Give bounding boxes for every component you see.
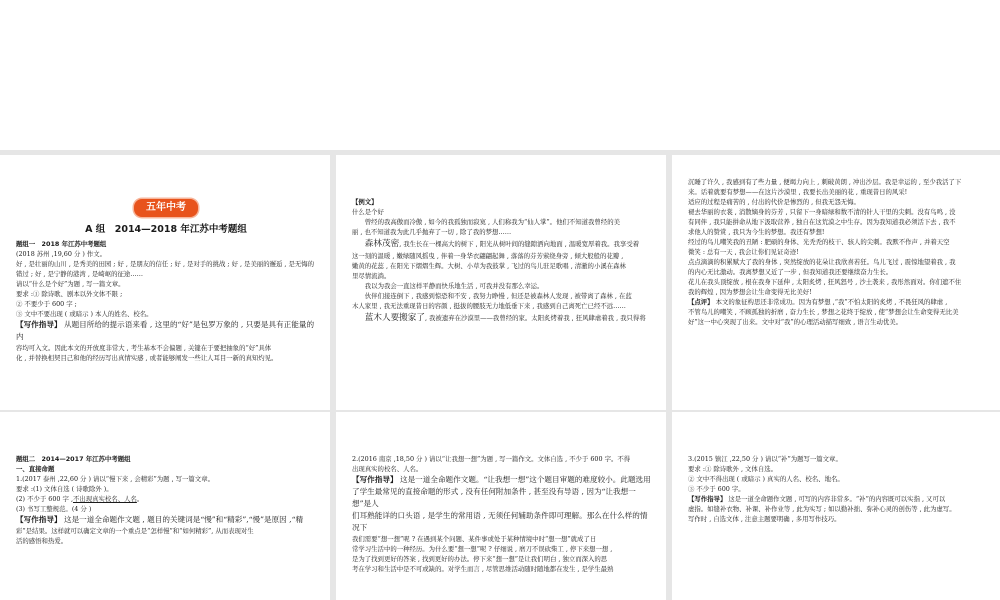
text-line: ③ 文中不要出现 ( 或暗示 ) 本人的姓名、校名。 [16, 310, 153, 318]
guide-text: 从题目所给的提示语来看 , 这里的“好”是包罗万象的 , 只要是具有正能量的内 [16, 320, 315, 341]
text-line: 这一刻的温暖 , 嫩绿随风摇曳 , 伴着一身华衣翩翩起舞 , 落落的芬芳萦绕身旁 , 倾大般般的花瓣 , [352, 252, 624, 260]
text-line: 丽 , 也不知道我为此几乎抛弃了一切 , 除了我的梦想…… [352, 228, 512, 236]
text-line: 3.(2015 镇江 ,22,50 分 ) 请以“补”为题写一篇文章。 [688, 455, 842, 463]
group-title: 题组二 2014—2017 年江苏中考题组 [16, 455, 131, 463]
page-panel-4 [0, 412, 330, 600]
text-line: ③ 不少于 600 字。 [688, 485, 745, 493]
guide-label: 【写作指导】 [688, 495, 727, 503]
text-line: 们耳熟能详的口头语 , 是学生的常用语 , 无须任何辅助条件即可理解。那么在什么样的情况下 [352, 511, 648, 532]
text-line: 求他人的赞赏 , 我只为今生的梦想。我还有梦想! [688, 228, 825, 236]
lead-phrase: 森林茂密 [364, 239, 400, 249]
section-banner: 五年中考 [134, 199, 198, 217]
text-line: 请以“什么是个好”为题 , 写一篇文章。 [16, 280, 125, 288]
guide-paragraph [352, 474, 652, 486]
example-label: 【例文】 [352, 198, 378, 206]
banner-wrap [16, 199, 316, 217]
paragraph-lead [352, 311, 652, 325]
review-paragraph [688, 297, 986, 307]
text-line: (3) 书写工整规范。(4 分 ) [16, 505, 92, 513]
text-line: 点点滴滴的积累赋大了我的身体 , 突然绽放的花朵让我欣喜若狂。鸟儿飞过 , 震惊地望着我 , 我 [688, 258, 956, 266]
guide-text: 这是一道全命题作文题 , 可写的内容非常多。“补”的内容既可以实指 , 又可以 [728, 495, 946, 503]
review-label: 【点评】 [688, 298, 714, 306]
lead-rest: , 我被遗弃在沙漠里——我曾经的家。太阳炙烤着我 , 狂风肆虐着我 , 我只得将 [424, 314, 646, 322]
blank-page-area [0, 0, 1000, 150]
text-line: 里尽情流淌。 [352, 272, 391, 280]
guide-paragraph [688, 494, 986, 504]
line-prefix: (2) 不少于 600 字 , [16, 495, 73, 503]
text-line: 经过的鸟儿嘲笑我的丑陋 : 肥硕的身体、光秃秃的枝干、骇人的尖刺。我默不作声 , 并着天空 [688, 238, 950, 246]
page-panel-2 [336, 155, 666, 410]
underlined-requirement: 不出现真实校名、人名 [72, 495, 137, 503]
text-line: 不管鸟儿的嘲笑 , 不顾孤独的折磨 , 奋力生长 , 梦想之花终于绽放 , 使“梦想会让生命变得无比美 [688, 308, 959, 316]
text-line: (2018 苏州 ,19,60 分 ) 作文。 [16, 250, 107, 258]
text-line: 曾经的我高傲而冷傲 , 如今的我孤独而寂寞 , 人们称我为“仙人掌”。他们不知道我曾经的美 [364, 218, 620, 226]
text-line: 常学习生活中的一种经历。为什么要“想一想”呢 ? 仔细说 , 磨刀不误砍柴工 , 停下来想一想 , [352, 545, 613, 553]
text-line: 2.(2016 南京 ,18,50 分 ) 请以“让我想一想”为题 , 写一篇作文。文体自选 , 不少于 600 字。不得 [352, 455, 631, 463]
page-panel-6 [672, 412, 1000, 600]
text-line: 我们需要“想一想”呢 ? 在遇到某个问题、某件事或处于某种情境中时“想一想”就成了日 [352, 535, 597, 543]
text-line: 伙伴们接连倒下 , 我感到惊恐和不安 , 我努力睁慢 , 但还是被森林人发现 , 被带离了森林 , 在蓝 [364, 292, 632, 300]
text-line: ② 文中不得出现 ( 或暗示 ) 真实的人名、校名、地名。 [688, 475, 844, 483]
text-line: 化 , 并替换相契目己和他的经历写出真情实感 , 或者能够阐发一些让人耳目一新的真知灼见。 [16, 354, 278, 362]
text-line [16, 494, 316, 504]
section-title: A 组 2014—2018 年江苏中考题组 [85, 224, 247, 235]
text-line: 我的辉煌 , 因为梦想会让生命变得无比美好! [688, 288, 812, 296]
text-line: 嫩黄的花蕊 , 在阳光下熠熠生辉。大树、小草为我鼓掌 , 飞过的鸟儿驻足歌唱 , 清澈的小溪在森林 [352, 262, 626, 270]
text-line: 微笑 : 总有一天 , 我会让你们见证奇迹! [688, 248, 799, 256]
guide-paragraph [16, 514, 316, 526]
text-line: 出现真实的校名、人名。 [352, 465, 423, 473]
guide-text: 这是一道全命题作文题 , 题目的关键词是“慢”和“精彩”,“慢”是原因 ,“精 [63, 515, 304, 524]
text-line: 木人家里 , 我无法重现昔日的容颜 , 挺拔的腰肢无力地低垂下来 , 我感到自己离死亡已经不远…… [352, 302, 626, 310]
text-line: 是为了找到更好的答案 , 找到更好的办法。停下来“想一想”是让我们明白 , 独立而深入的思 [352, 555, 608, 563]
text-line: 的内心无比激动。我离梦想又近了一步 , 但我知道我还要继续奋力生长。 [688, 268, 893, 276]
guide-paragraph [16, 319, 316, 343]
text-line: 要求 :① 除诗歌、剧本以外文体不限 ; [16, 290, 123, 298]
text-line: ② 不要少于 600 字 ; [16, 300, 77, 308]
sub-title: 一、直接命题 [16, 465, 55, 473]
text-line: 来。话着就要有梦想——在这片沙漠里 , 我要长出美丽的花 , 重现昔日的风采! [688, 188, 908, 196]
text-line: 褪去华丽的衣裳 , 消散嫡身的芬芳 , 只留下一身暗绿和数不清的针人干里的尖刺。没有鸟鸣 , 没 [688, 208, 956, 216]
review-text: 本文的象征构思还非常成功。因为有梦想 ,“我”不怕太阳的炙烤 , 不畏狂风的肆虐 , [715, 298, 948, 306]
guide-label: 【写作指导】 [16, 320, 62, 329]
page-panel-5 [336, 412, 666, 600]
guide-label: 【写作指导】 [16, 515, 62, 524]
page-panel-1 [0, 155, 330, 410]
text-line: 要求 :(1) 文体自选 ( 诗歌除外 )。 [16, 485, 113, 493]
text-line: 了学生最常见的直接命题的形式 , 没有任何附加条件 , 甚至没有导语 , 因为“让我想一想”是人 [352, 487, 636, 508]
text-line: 写作时 , 自选文体 , 注意主题要明确 , 多用写作技巧。 [688, 515, 841, 523]
text-line: 错过 ; 好 , 是宁静的港湾 , 是崎岖的征途…… [16, 270, 144, 278]
text-line: 1.(2017 泰州 ,22,60 分 ) 请以“慢下来 , 会精彩”为题 , 写一篇文章。 [16, 475, 214, 483]
lead-phrase: 蓝木人要搬家了 [364, 313, 425, 323]
text-line: 考在学习和生活中是不可或缺的。对学生而言 , 尽管思维活动随时随地都在发生 , 是学生最熟 [352, 565, 614, 573]
text-line: 适应的过程是痛苦的 , 付出的代价是惨烈的 , 但我无怨无悔。 [688, 198, 860, 206]
text-line: 好 , 是壮丽的山川 , 是秀美的田园 ; 好 , 是朋友的信任 ; 好 , 是对手的挑战 ; 好 , 是美丽的邂逅 , 是无悔的 [16, 260, 315, 268]
lead-rest: , 我生长在一棵高大的树下 , 阳光从树叶间的缝隙洒向地面 , 温暖宽厚着我。我享受着 [399, 240, 640, 248]
text-line: 花儿在我头顶绽放 , 根在我身下延伸 , 太阳炙烤 , 狂风怒号 , 沙土袭来 , 我彤然面对。你们遮不住 [688, 278, 962, 286]
text-line: 有同伴 , 我只能拼命从地下汲取营养 , 独自在这荒漠之中生存。因为我知道我必须活下去 , 我不 [688, 218, 956, 226]
paragraph-lead [352, 237, 652, 251]
page-panel-3 [672, 155, 1000, 410]
text-line: 彩”是结果。这样就可以确定文章的一个重点是“怎样慢”和“如何精彩”, 从而表现对生 [16, 527, 254, 535]
text-line: 活的感悟和热爱。 [16, 537, 68, 545]
guide-label: 【写作指导】 [352, 475, 398, 484]
line-suffix: 。 [136, 495, 144, 503]
guide-text: 这是一道全命题作文题。“让我想一想”这个题目审题的难度较小。此题选用 [399, 475, 651, 484]
text-line: 沉睡了许久 , 我感到有了些力量 , 便竭力向上 , 刺破黄朗 , 冲出沙层。我是幸运的 , 至少我活了下 [688, 178, 962, 186]
group-title: 题组一 2018 年江苏中考题组 [16, 240, 107, 248]
text-line: 我以为我会一直这样平静而快乐地生活 , 可我并没有那么幸运。 [364, 282, 544, 290]
essay-title: 什么是个好 [352, 208, 384, 216]
text-line: 容均可入文。因此本文的开放度非常大 , 考生基本不会偏题 , 关键在于要把抽象的“好”具体 [16, 344, 272, 352]
text-line: 要求 :① 除诗歌外 , 文体自选。 [688, 465, 777, 473]
text-line: 好”这一中心突现了出来。文中对“我”的心理活动描写细致 , 语言生动优美。 [688, 318, 903, 326]
text-line: 虚指。如缝补衣物、补课、补作业等 , 此为实写 ; 如以勤补拙、弥补心灵的创伤等 , 此为虚写。 [688, 505, 956, 513]
